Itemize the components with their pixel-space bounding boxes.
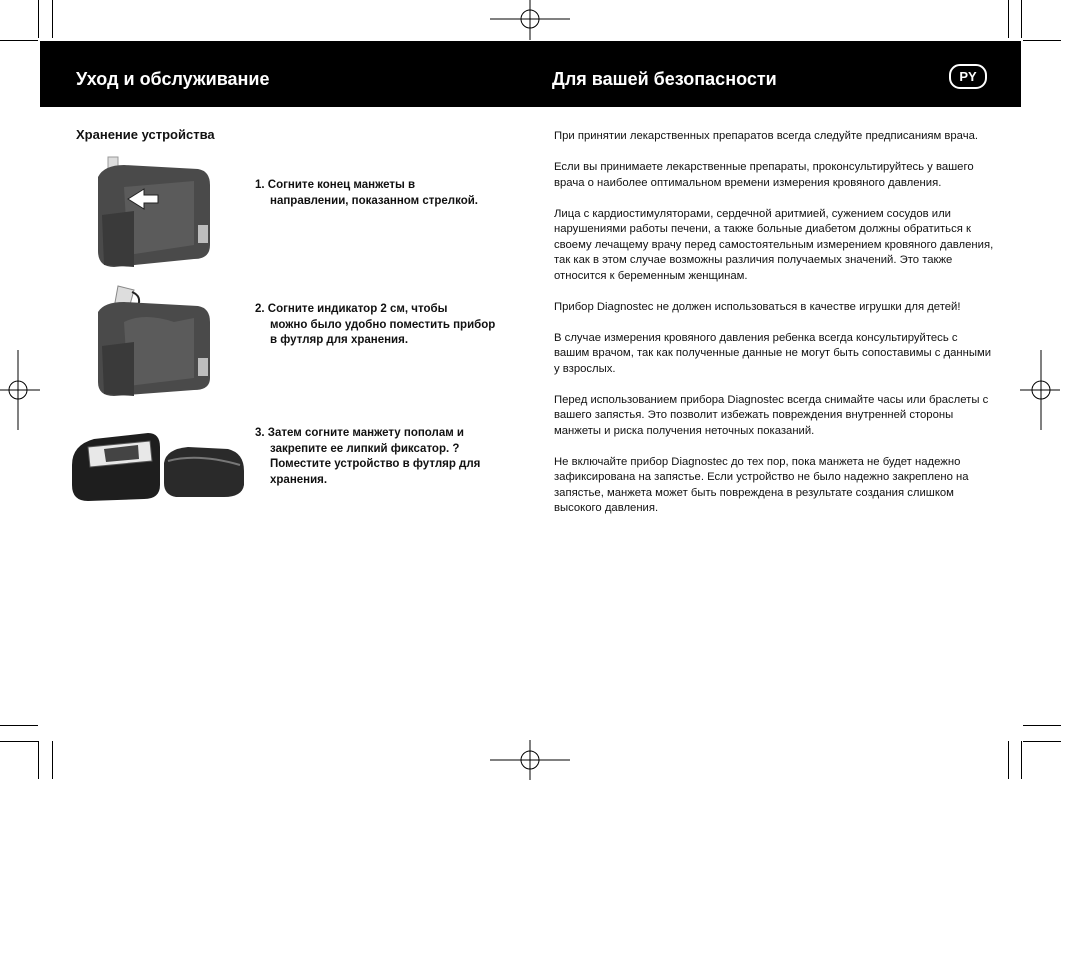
safety-paragraph: Если вы принимаете лекарственные препараты, проконсультируйтесь у вашего врача о наиболее оптимальном времени измерения кровяного давления. bbox=[554, 161, 974, 189]
step-text: закрепите ее липкий фиксатор. ? Поместите устройство в футляр для хранения. bbox=[270, 442, 481, 486]
safety-paragraph: Лица с кардиостимуляторами, сердечной аритмией, сужением сосудов или нарушениями работы печени, а также больные диабетом должны обратиться к своему лечащему врачу перед самостоятельным измерением кровяного давления, так как в этом случае возможны различия получаемых значений. Это также относится к беременным женщинам. bbox=[554, 207, 994, 282]
header-bar bbox=[40, 41, 1021, 107]
step-number: 2. bbox=[255, 303, 265, 315]
step-text-line1: Согните конец манжеты в bbox=[267, 179, 416, 191]
storage-step-3 bbox=[255, 426, 505, 488]
safety-paragraph: Не включайте прибор Diagnostec до тех пор, пока манжета не будет надежно зафиксирована на запястье. Если устройство не было надежно закреплено на запястье, манжета может быть повреждена в результате создания слишком высокого давления. bbox=[554, 455, 969, 514]
registration-mark-bottom bbox=[490, 740, 570, 780]
storage-section-title: Хранение устройства bbox=[76, 127, 215, 142]
step-text-line1: Согните индикатор 2 см, чтобы bbox=[267, 303, 448, 315]
language-badge: PY bbox=[949, 64, 987, 89]
step-number: 3. bbox=[255, 427, 265, 439]
safety-paragraph: Перед использованием прибора Diagnostec всегда снимайте часы или браслеты с вашего запястья. Это позволит избежать повреждения внутренней стороны манжеты и риска получения неточных показаний. bbox=[554, 393, 989, 437]
step-number: 1. bbox=[255, 179, 265, 191]
step-text: можно было удобно поместить прибор в футляр для хранения. bbox=[270, 318, 496, 346]
safety-paragraph: При принятии лекарственных препаратов всегда следуйте предписаниям врача. bbox=[554, 130, 979, 142]
storage-step-2 bbox=[255, 302, 505, 349]
left-page-title: Уход и обслуживание bbox=[76, 69, 270, 89]
safety-paragraph: Прибор Diagnostec не должен использоваться в качестве игрушки для детей! bbox=[554, 300, 961, 313]
registration-mark-left bbox=[0, 350, 40, 430]
safety-paragraph: В случае измерения кровяного давления ребенка всегда консультируйтесь с вашим врачом, так как полученные данные не могут быть сопоставимы с данными у взрослых. bbox=[554, 331, 992, 375]
step-text: направлении, показанном стрелкой. bbox=[270, 194, 478, 207]
safety-text bbox=[554, 129, 994, 532]
cuff-fold-end-illustration bbox=[94, 155, 214, 273]
device-and-case-illustration bbox=[68, 425, 248, 505]
cuff-fold-indicator-illustration bbox=[94, 282, 214, 400]
right-page-title: Для вашей безопасности bbox=[552, 69, 777, 89]
registration-mark-right bbox=[1020, 350, 1060, 430]
storage-step-1 bbox=[255, 178, 505, 209]
step-text-line1: Затем согните манжету пополам и bbox=[267, 427, 465, 439]
registration-mark-top bbox=[490, 0, 570, 40]
